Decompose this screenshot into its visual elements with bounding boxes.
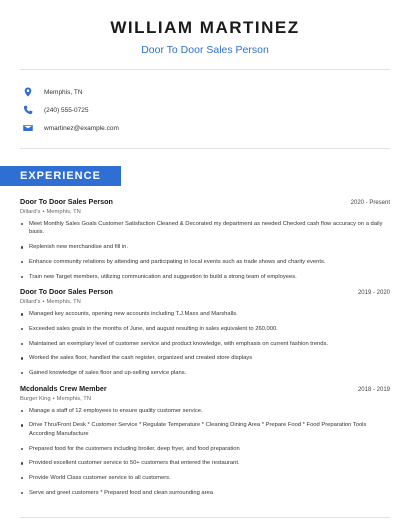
job-location: Memphis, TN [56, 395, 92, 402]
job-list [0, 186, 410, 497]
job-dates: 2018 - 2019 [357, 386, 390, 393]
experience-section [0, 166, 410, 186]
contact-location [22, 83, 410, 101]
phone-icon [22, 104, 34, 116]
separator-dot: • [42, 299, 45, 306]
job-bullets [20, 220, 390, 281]
job-location: Memphis, TN [46, 209, 81, 215]
job-title: Door To Door Sales Person [20, 197, 113, 206]
job-bullet: Gained knowledge of sales floor and up-selling service plans. [20, 369, 390, 377]
location-pin-icon [22, 86, 34, 98]
email-text: wmartinez@example.com [44, 124, 119, 132]
job-bullet: Maintained an exemplary level of customer service and product knowledge, with emphasis on current fashion trends. [20, 340, 390, 348]
job-header [20, 384, 390, 393]
job-company: Burger King [20, 395, 51, 402]
contact-info [0, 70, 410, 148]
job-bullet: Provide World Class customer service to all customers. [20, 474, 390, 482]
job-meta [20, 209, 390, 215]
job-company: Dillard's [20, 299, 41, 306]
job-bullet: Replenish new merchandise and fill in. [20, 243, 390, 251]
resume-header [0, 0, 410, 56]
job-bullet: Manage a staff of 12 employees to ensure quality customer service. [20, 407, 390, 415]
job-bullet: Meet Monthly Sales Goals Customer Satisfaction Cleaned & Decorated my department as needed Checked cash flow accuracy on a daily basis. [20, 220, 390, 237]
job-bullet: Serve and greet customers * Prepared food and clean surrounding area [20, 489, 390, 497]
job-entry [20, 287, 390, 377]
job-meta [20, 396, 390, 402]
contact-email [22, 119, 410, 137]
job-dates: 2019 - 2020 [357, 290, 390, 297]
job-bullet: Train new Target members, utilizing communication and suggestion to build a strong team of employees. [20, 273, 390, 281]
job-bullet: Enhance community relations by attending and participating in local events such as trade shows and charity events. [20, 258, 390, 266]
candidate-title: Door To Door Sales Person [141, 44, 269, 56]
location-text: Memphis, TN [44, 88, 83, 96]
separator-dot: • [52, 395, 55, 402]
job-bullets [20, 310, 390, 377]
job-location: Memphis, TN [46, 299, 81, 306]
section-heading-experience: EXPERIENCE [0, 166, 121, 186]
job-entry [20, 384, 390, 497]
job-dates: 2020 - Present [350, 200, 390, 206]
job-title: Door To Door Sales Person [20, 287, 113, 297]
job-title: Mcdonalds Crew Member [20, 383, 107, 393]
job-header [20, 287, 390, 296]
job-bullet: Prepared food for the customers including broiler, deep fryer, and food preparation [20, 445, 390, 453]
separator-dot: • [42, 209, 45, 215]
job-bullet: Managed key accounts, opening new accounts including T.J.Maxx and Marshalls. [20, 310, 390, 318]
divider [20, 148, 390, 149]
job-entry [20, 197, 390, 281]
job-bullets [20, 407, 390, 497]
candidate-name: WILLIAM MARTINEZ [110, 18, 300, 37]
job-bullet: Worked the sales floor, handled the cash register, organized and created store displays [20, 354, 390, 362]
job-meta [20, 299, 390, 305]
email-icon [22, 122, 34, 134]
divider [20, 517, 390, 518]
job-header [20, 197, 390, 206]
job-bullet: Drive Thru/Front Desk * Customer Service * Regulate Temperature * Cleaning Dining Area * Prepare Food * Food Preparation Tools According Manufacture [20, 421, 390, 438]
job-bullet: Exceeded sales goals in the months of June, and august resulting in sales equivalent to 260,000. [20, 325, 390, 333]
job-company: Dillard's [20, 209, 41, 215]
phone-text: (240) 555-0725 [44, 106, 89, 114]
contact-phone [22, 101, 410, 119]
job-bullet: Provided excellent customer service to 50+ customers that entered the restaurant. [20, 459, 390, 467]
